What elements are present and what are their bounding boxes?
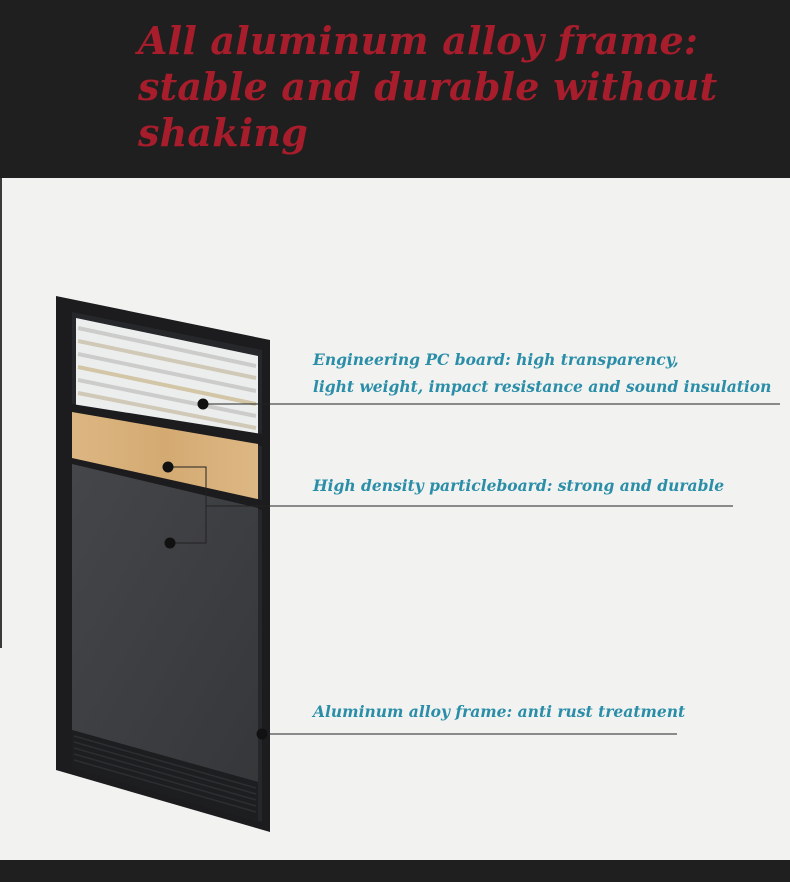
headline-line-1: All aluminum alloy frame: (138, 18, 699, 63)
feature-particleboard-label: High density particleboard: strong and durable (313, 476, 725, 495)
headline-line-2: stable and durable without (138, 64, 718, 109)
feature-pc-board (313, 346, 783, 400)
feature-aluminum-frame-label: Aluminum alloy frame: anti rust treatment (313, 702, 686, 721)
fabric-board (72, 464, 258, 782)
feature-pc-board-line-1: Engineering PC board: high transparency, (313, 350, 679, 369)
callout-dot-icon (165, 538, 176, 549)
callout-dot-icon (198, 399, 209, 410)
feature-aluminum-frame (313, 698, 743, 725)
feature-pc-board-line-2: light weight, impact resistance and sound insulation (313, 377, 772, 396)
headline-line-3: shaking (138, 110, 309, 155)
footer-band (0, 860, 790, 882)
callout-dot-icon (257, 729, 268, 740)
callout-dot-icon (163, 462, 174, 473)
feature-particleboard (313, 472, 743, 499)
